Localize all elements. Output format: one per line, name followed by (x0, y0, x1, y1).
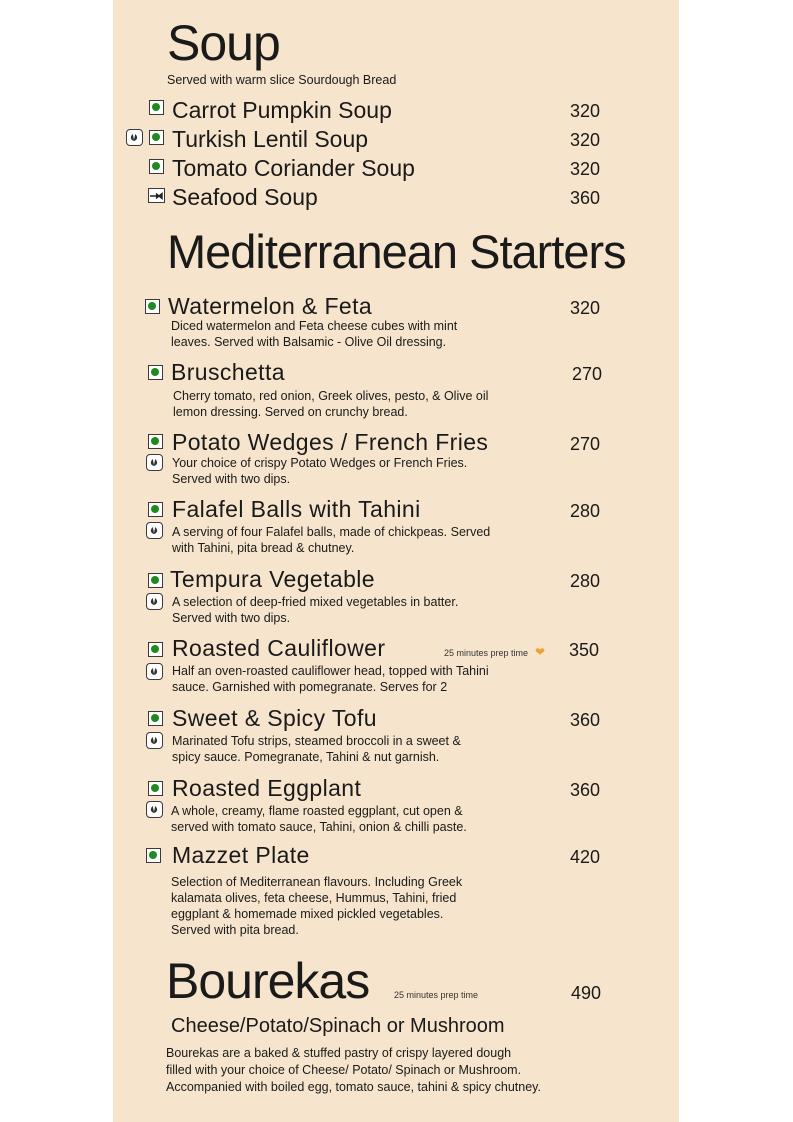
item-price: 320 (570, 159, 601, 179)
veg-icon (148, 642, 163, 657)
item-price: 270 (570, 434, 601, 454)
item-description: A serving of four Falafel balls, made of chickpeas. Served with Tahini, pita bread & chutney. (172, 525, 491, 555)
bourekas-description (166, 1045, 541, 1096)
item-name: Tomato Coriander Soup (172, 155, 415, 181)
veg-icon (149, 159, 164, 174)
vegan-icon (146, 801, 163, 818)
item-price: 320 (570, 130, 601, 150)
item-price: 360 (570, 188, 601, 208)
item-name: Carrot Pumpkin Soup (172, 97, 392, 123)
heart-icon: ❤ (535, 645, 546, 659)
item-price: 360 (570, 710, 601, 730)
description-line: filled with your choice of Cheese/ Potato/ Spinach or Mushroom. (166, 1063, 522, 1077)
item-name: Potato Wedges / French Fries (172, 429, 489, 455)
item-price: 280 (570, 571, 601, 591)
item-price: 280 (570, 501, 601, 521)
prep-time-note: 25 minutes prep time (394, 990, 479, 1000)
menu-page (113, 0, 679, 1122)
item-name: Falafel Balls with Tahini (172, 496, 421, 522)
item-description: Cherry tomato, red onion, Greek olives, pesto, & Olive oil lemon dressing. Served on crunchy bread. (173, 389, 489, 419)
prep-time-note: 25 minutes prep time (444, 648, 529, 658)
bourekas-title: Bourekas (166, 953, 370, 1009)
item-price: 270 (572, 364, 603, 384)
veg-icon (149, 130, 164, 145)
item-description: Selection of Mediterranean flavours. Including Greek kalamata olives, feta cheese, Hummus, Tahini, fried eggplant & homemade mixed pickled vegetables. Served with pita bread. (171, 875, 463, 937)
item-description: Half an oven-roasted cauliflower head, topped with Tahini sauce. Garnished with pomegranate. Serves for 2 (172, 664, 489, 694)
item-name: Turkish Lentil Soup (172, 126, 369, 152)
item-price: 360 (570, 780, 601, 800)
item-price: 490 (571, 983, 602, 1003)
veg-icon (146, 848, 161, 863)
item-name: Bruschetta (171, 359, 285, 385)
vegan-icon (146, 454, 163, 471)
item-name: Seafood Soup (172, 184, 318, 210)
veg-icon (148, 434, 163, 449)
veg-icon (148, 573, 163, 588)
item-price: 420 (570, 847, 601, 867)
item-price: 320 (570, 298, 601, 318)
veg-icon (148, 711, 163, 726)
item-price: 350 (569, 640, 600, 660)
veg-icon (145, 299, 160, 314)
starters-title: Mediterranean Starters (167, 225, 626, 278)
vegan-icon (146, 732, 163, 749)
fish-icon (148, 188, 165, 203)
veg-icon (149, 100, 164, 115)
item-description: Diced watermelon and Feta cheese cubes with mint leaves. Served with Balsamic - Olive Oil dressing. (171, 319, 458, 349)
vegan-icon (146, 663, 163, 680)
item-name: Watermelon & Feta (168, 293, 373, 319)
item-description: Your choice of crispy Potato Wedges or French Fries. Served with two dips. (172, 456, 468, 486)
soup-subtitle: Served with warm slice Sourdough Bread (167, 73, 397, 87)
item-name: Roasted Eggplant (172, 775, 362, 801)
item-name: Tempura Vegetable (170, 566, 375, 592)
veg-icon (148, 365, 163, 380)
item-description: Marinated Tofu strips, steamed broccoli in a sweet & spicy sauce. Pomegranate, Tahini & nut garnish. (172, 734, 461, 764)
description-line: Accompanied with boiled egg, tomato sauce, tahini & spicy chutney. (166, 1080, 541, 1094)
item-description: A selection of deep-fried mixed vegetables in batter. Served with two dips. (172, 595, 459, 625)
item-name: Roasted Cauliflower (172, 635, 386, 661)
description-line: Bourekas are a baked & stuffed pastry of crispy layered dough (166, 1046, 512, 1060)
item-price: 320 (570, 101, 601, 121)
item-name: Mazzet Plate (172, 842, 310, 868)
vegan-icon (146, 593, 163, 610)
veg-icon (148, 781, 163, 796)
vegan-icon (126, 129, 143, 146)
vegan-icon (146, 522, 163, 539)
soup-title: Soup (167, 15, 280, 71)
item-description: A whole, creamy, flame roasted eggplant, cut open & served with tomato sauce, Tahini, onion & chilli paste. (171, 804, 467, 834)
bourekas-subtitle: Cheese/Potato/Spinach or Mushroom (171, 1015, 505, 1037)
veg-icon (148, 502, 163, 517)
item-name: Sweet & Spicy Tofu (172, 705, 377, 731)
